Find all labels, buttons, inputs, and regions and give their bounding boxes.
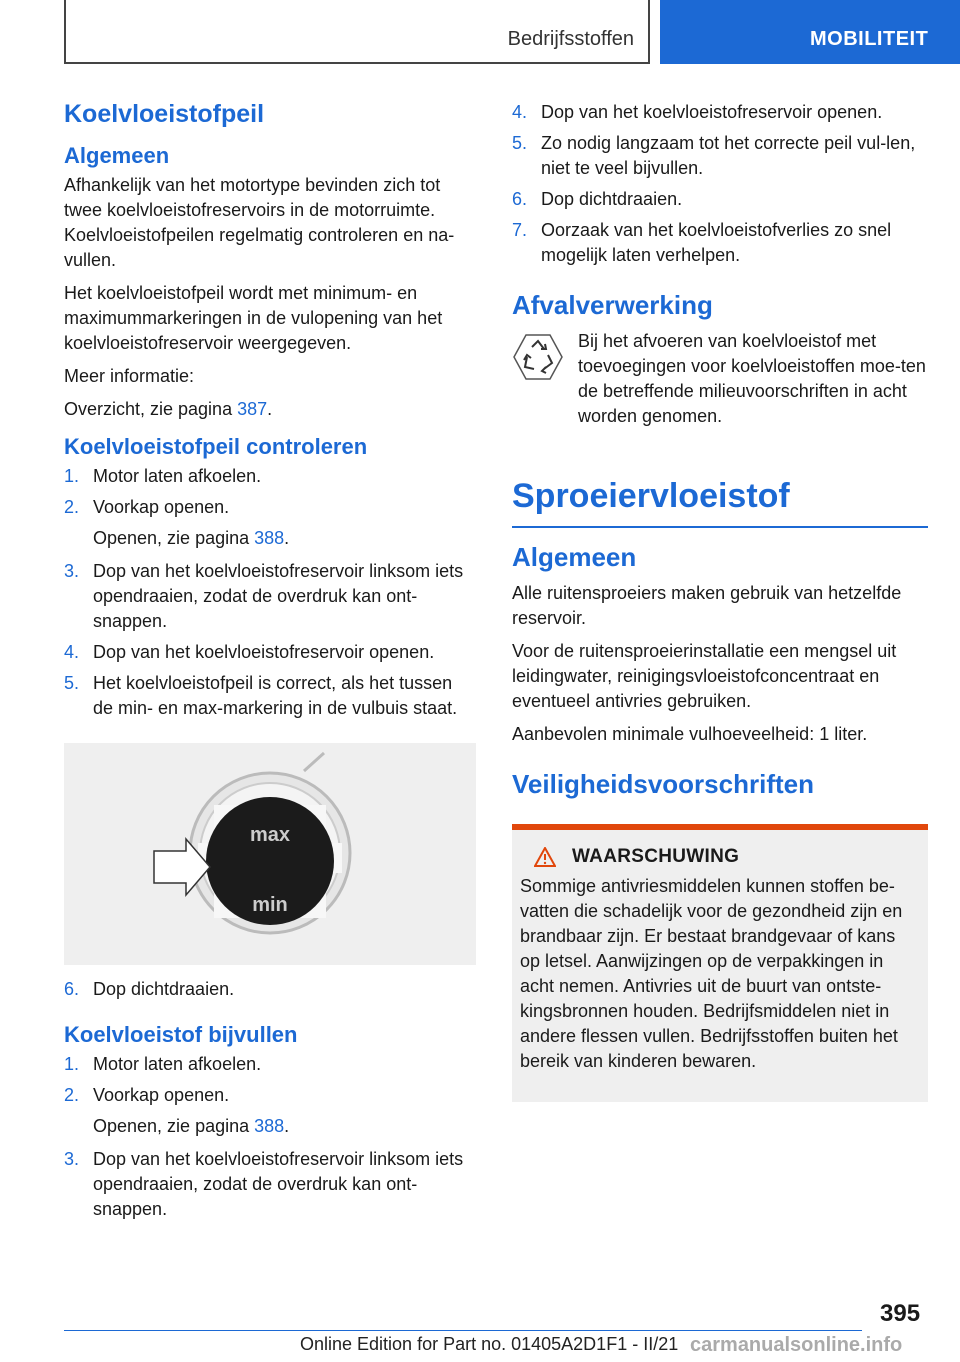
- list-item: 5. Zo nodig langzaam tot het correcte peil vul-len, niet te veel bijvullen.: [512, 133, 916, 178]
- list-item: 7. Oorzaak van het koelvloeistofverlies zo snel mogelijk laten verhelpen.: [512, 220, 892, 265]
- list-item: 4. Dop van het koelvloeistofreservoir openen.: [512, 102, 883, 122]
- recycle-icon: [512, 331, 564, 383]
- more-info-label: Meer informatie:: [64, 366, 195, 386]
- open-reference: Openen, zie pagina 388.: [93, 528, 290, 548]
- header-chapter-tab[interactable]: MOBILITEIT: [660, 0, 960, 64]
- washer-paragraph-2: Voor de ruitensproeierinstallatie een mengsel uit leidingwater, reinigingsvloeistofconcentraat en eventueel antivries gebruiken.: [512, 641, 897, 711]
- general-paragraph-2: Het koelvloeistofpeil wordt met minimum- en maximummarkeringen in de vulopening van het koelvloeistofreservoir weergegeven.: [64, 283, 443, 353]
- list-item: 6. Dop dichtdraaien.: [512, 189, 683, 209]
- disposal-note: [512, 329, 928, 437]
- general-heading: Algemeen: [64, 143, 170, 168]
- header-section-title: Bedrijfsstoffen: [507, 28, 634, 50]
- safety-heading: Veiligheidsvoorschriften: [512, 769, 814, 799]
- right-column: [512, 100, 928, 1102]
- washer-general-heading: Algemeen: [512, 542, 637, 572]
- page-link-387[interactable]: 387: [237, 399, 268, 419]
- list-item: 2. Voorkap openen.: [64, 497, 230, 517]
- warning-text: Sommige antivriesmiddelen kunnen stoffen be-vatten die schadelijk voor de gezondheid zijn en brandbaar zijn. Er bestaat brandgevaar of kans op letsel. Aanwijzingen op de verpakkingen in acht nemen. Antivries uit de buurt van ontste-kingsbronnen houden. Bedrijfsmiddelen niet in andere flessen vullen. Bedrijfsstoffen buiten het bereik van kinderen bewaren.: [520, 876, 903, 1071]
- header-frame: [64, 0, 650, 64]
- warning-triangle-icon: [534, 847, 556, 867]
- min-marking: min: [252, 894, 288, 916]
- footer-rule: [64, 1330, 862, 1331]
- section-title: Koelvloeistofpeil: [64, 100, 265, 128]
- coolant-cap-illustration: [64, 743, 476, 965]
- list-item: 5. Het koelvloeistofpeil is correct, als het tussen de min- en max-markering in de vulbuis staat.: [64, 673, 458, 718]
- warning-box: [512, 830, 928, 1102]
- list-item: 1. Motor laten afkoelen.: [64, 1054, 262, 1074]
- watermark: carmanualsonline.info: [690, 1334, 903, 1356]
- max-marking: max: [249, 824, 291, 846]
- open-reference: Openen, zie pagina 388.: [93, 1116, 290, 1136]
- left-column: [64, 100, 476, 1228]
- list-item: 1. Motor laten afkoelen.: [64, 466, 262, 486]
- list-item: 6. Dop dichtdraaien.: [64, 979, 235, 999]
- washer-fluid-title: Sproeiervloeistof: [512, 477, 928, 528]
- fill-heading: Koelvloeistof bijvullen: [64, 1022, 298, 1047]
- warning-title: WAARSCHUWING: [534, 846, 920, 868]
- washer-paragraph-1: Alle ruitensproeiers maken gebruik van hetzelfde reservoir.: [512, 583, 902, 628]
- list-item: 2. Voorkap openen.: [64, 1085, 230, 1105]
- overview-reference: Overzicht, zie pagina 387.: [64, 399, 273, 419]
- list-item: 4. Dop van het koelvloeistofreservoir openen.: [64, 642, 435, 662]
- disposal-heading: Afvalverwerking: [512, 290, 713, 320]
- edition-note: Online Edition for Part no. 01405A2D1F1 - II/21: [300, 1334, 679, 1354]
- check-heading: Koelvloeistofpeil controleren: [64, 434, 368, 459]
- washer-paragraph-3: Aanbevolen minimale vulhoeveelheid: 1 liter.: [512, 724, 868, 744]
- general-paragraph-1: Afhankelijk van het motortype bevinden zich tot twee koelvloeistofreservoirs in de motorruimte. Koelvloeistofpeilen regelmatig controleren en na-vullen.: [64, 175, 455, 270]
- page-link-388[interactable]: 388: [254, 1116, 285, 1136]
- disposal-text: Bij het afvoeren van koelvloeistof met toevoegingen voor koelvloeistoffen moe-ten de betreffende milieuvoorschriften in acht worden genomen.: [578, 331, 926, 426]
- page-link-388[interactable]: 388: [254, 528, 285, 548]
- list-item: 3. Dop van het koelvloeistofreservoir linksom iets opendraaien, zodat de overdruk kan ont-snappen.: [64, 561, 464, 631]
- page-number: 395: [880, 1300, 921, 1327]
- list-item: 3. Dop van het koelvloeistofreservoir linksom iets opendraaien, zodat de overdruk kan ont-snappen.: [64, 1149, 464, 1219]
